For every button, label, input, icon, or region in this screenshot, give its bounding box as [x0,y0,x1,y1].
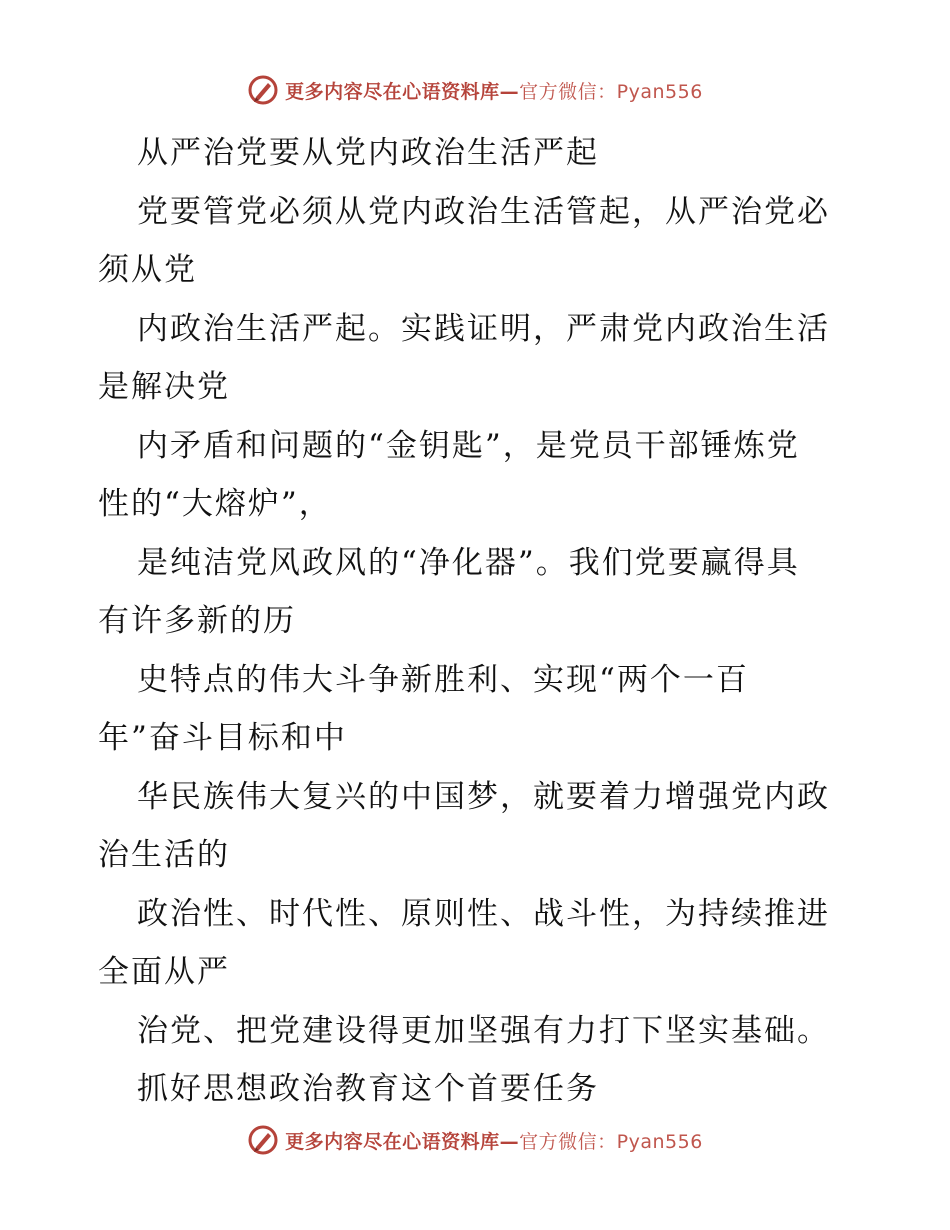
header-banner-text: 更多内容尽在心语资料库—官方微信：Pyan556 [285,80,703,103]
text-line: 史特点的伟大斗争新胜利、实现“两个一百 [137,661,749,698]
footer-banner-text: 更多内容尽在心语资料库—官方微信：Pyan556 [285,1130,703,1153]
text-line: 治党、把党建设得更加坚强有力打下坚实基础。 [137,1012,830,1049]
text-line: 全面从严 [98,954,230,990]
text-line: 内矛盾和问题的“金钥匙”，是党员干部锤炼党 [137,427,800,464]
document-body [98,124,858,1119]
text-line: 党要管党必须从党内政治生活管起，从严治党必 [137,193,830,230]
text-line: 政治性、时代性、原则性、战斗性，为持续推进 [137,895,830,932]
footer-banner [0,1120,950,1160]
header-banner [0,70,950,110]
text-line: 华民族伟大复兴的中国梦，就要着力增强党内政 [137,778,830,815]
text-line: 须从党 [98,252,197,288]
text-line: 性的“大熔炉”， [98,486,332,522]
text-line: 是解决党 [98,369,230,405]
text-line: 内政治生活严起。实践证明，严肃党内政治生活 [137,310,830,347]
text-line: 治生活的 [98,837,230,873]
text-line: 从严治党要从党内政治生活严起 [137,135,599,171]
text-line: 年”奋斗目标和中 [98,720,347,756]
text-line: 有许多新的历 [98,603,296,639]
pen-logo-icon [247,1124,279,1156]
text-line: 是纯洁党风政风的“净化器”。我们党要赢得具 [137,544,800,581]
text-line: 抓好思想政治教育这个首要任务 [137,1071,599,1107]
pen-logo-icon [247,74,279,106]
